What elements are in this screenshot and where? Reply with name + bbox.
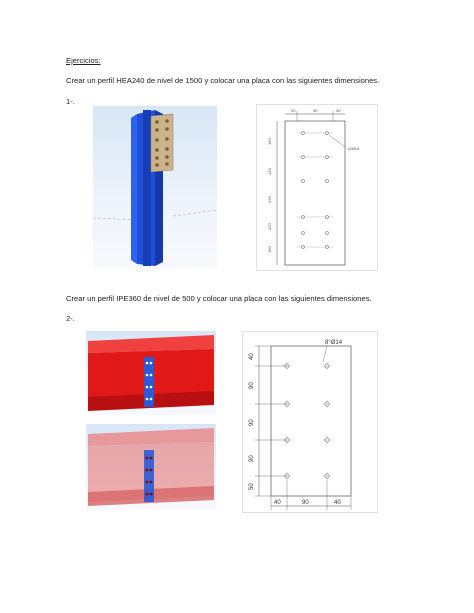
- exercise-1-statement: Crear un perfil HEA240 de nivel de 1500 y colocar una placa con las siguientes dimensiones.: [66, 76, 380, 85]
- side-dim-1: 120: [267, 168, 272, 175]
- bottom-dim-0: 40: [274, 500, 281, 506]
- column-model-image: [93, 106, 217, 269]
- exercise-2-label: 2-.: [66, 314, 75, 323]
- plate-drawing-2: [242, 331, 378, 513]
- hole-label-2: 8°Ø14: [325, 340, 343, 346]
- side-dim-2-1: 90: [249, 382, 255, 389]
- side-dim-2-2: 90: [249, 419, 255, 426]
- exercise-2-statement: Crear un perfil IPE360 de nivel de 500 y colocar una placa con las siguientes dimensiones.: [66, 294, 372, 303]
- plate-drawing-2-svg: [243, 332, 377, 512]
- side-dim-0: 160: [267, 138, 272, 145]
- top-dim-1: 90: [313, 108, 318, 113]
- plate-drawing-1: [256, 104, 378, 271]
- hole-label-1: 12Ø16: [347, 146, 360, 151]
- side-dim-2: 120: [267, 196, 272, 203]
- exercises-title: Ejercicios:: [66, 56, 101, 65]
- side-dim-3: 120: [267, 223, 272, 230]
- bottom-dim-1: 90: [302, 500, 309, 506]
- ipe360-beam-render-transparent: [86, 424, 216, 510]
- top-dim-2: 30: [336, 108, 341, 113]
- hea240-column-render: [93, 106, 217, 269]
- top-dim-0: 30: [291, 108, 296, 113]
- beam-transparent-image: [86, 424, 216, 510]
- bottom-dim-2: 40: [334, 500, 341, 506]
- side-dim-2-4: 50: [249, 483, 255, 490]
- plate-drawing-1-svg: [257, 105, 377, 270]
- exercise-1-label: 1-.: [66, 97, 75, 106]
- side-dim-4: 160: [267, 246, 272, 253]
- ipe360-beam-render-solid: [86, 331, 216, 415]
- beam-solid-image: [86, 331, 216, 415]
- side-dim-2-0: 40: [249, 353, 255, 360]
- side-dim-2-3: 90: [249, 455, 255, 462]
